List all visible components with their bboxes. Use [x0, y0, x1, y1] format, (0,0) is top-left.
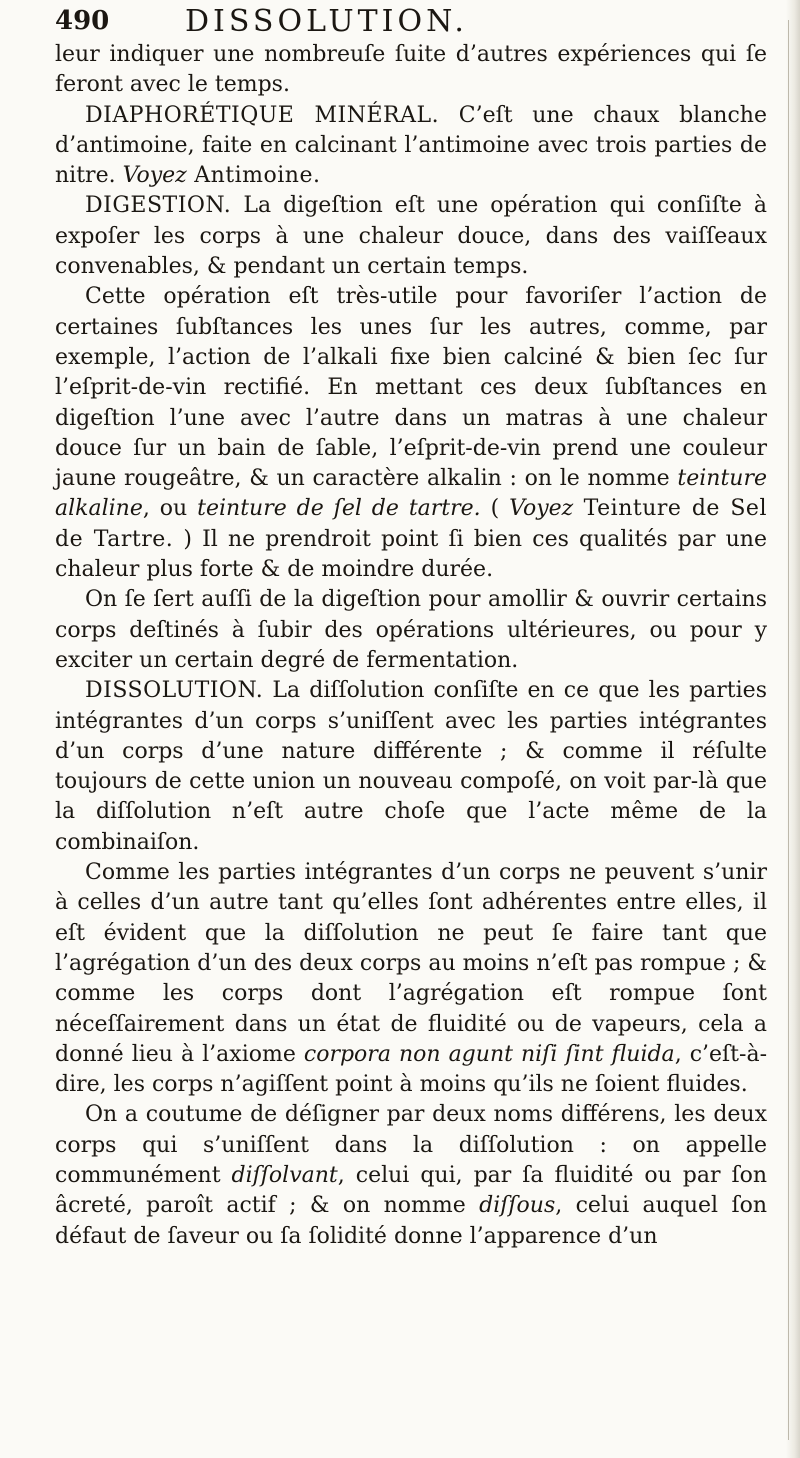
paragraph-digestion-other [55, 585, 767, 676]
paragraph-text: , celui auquel ſon défaut de ſaveur ou ſa ſolidité donne l’apparence d’un [55, 1193, 767, 1249]
page-edge-line [788, 20, 789, 1440]
paragraph-text: , c’eſt-à-dire, les corps n’agiſſent point à moins qu’ils ne ſoient fluides. [55, 1041, 768, 1098]
entry-headword: DIAPHORÉTIQUE MINÉRAL. [85, 102, 440, 128]
latin-axiom: corpora non agunt niſi ſint fluida [303, 1041, 675, 1067]
paragraph-text: leur indiquer une nombreuſe ſuite d’autres expériences qui ſe feront avec le temps. [55, 42, 767, 98]
page-header [55, 4, 755, 38]
running-head: DISSOLUTION. [185, 4, 468, 39]
entry-text: La diſſolution conſiſte en ce que les parties intégrantes d’un corps s’uniſſent avec les parties intégrantes d’un corps d’une nature différente ; & comme il réſulte toujours de cette union un nouveau compoſé, on voit par-là que la diſſolution n’eſt autre choſe que l’acte même de la combinaiſon. [55, 678, 767, 855]
italic-term: teinture alkaline [55, 466, 767, 522]
cross-reference-target: Antimoine. [186, 163, 321, 189]
entry-digestion [55, 191, 767, 282]
italic-term: teinture de ſel de tartre. [197, 496, 481, 522]
paragraph-continuation [55, 40, 767, 101]
entry-headword: DIGESTION. [85, 193, 232, 219]
paragraph-text: On a coutume de déſigner par deux noms différens, les deux corps qui s’uniſſent dans la diſſolution : on appelle communément [55, 1102, 767, 1188]
paragraph-digestion-usage [55, 282, 767, 585]
paragraph-text: , ou [142, 496, 198, 522]
cross-reference-see: Voyez [122, 163, 187, 189]
entry-dissolution [55, 676, 767, 858]
entry-text: C’eſt une chaux blanche d’antimoine, faite en calcinant l’antimoine avec trois parties de nitre. [55, 102, 767, 189]
paragraph-text: On ſe ſert auſſi de la digeſtion pour amollir & ouvrir certains corps deſtinés à ſubir des opérations ultérieures, ou pour y exciter un certain degré de fermentation. [55, 587, 767, 673]
italic-term: diſſolvant [231, 1162, 338, 1188]
paragraph-dissolution-names [55, 1100, 767, 1251]
entry-diaphoretique-mineral [55, 101, 767, 192]
paragraph-text: Cette opération eſt très-utile pour favoriſer l’action de certaines ſubſtances les unes ſur les autres, comme, par exemple, l’action de l’alkali fixe bien calciné & bien ſec ſur l’eſprit-de-vin rectifié. En mettant ces deux ſubſtances en digeſtion l’une avec l’autre dans un matras à une chaleur douce ſur un bain de ſable, l’eſprit-de-vin prend une couleur jaune rougeâtre, & un caractère alkalin : on le nomme [55, 284, 767, 492]
entry-text: La digeſtion eſt une opération qui conſiſte à expoſer les corps à une chaleur douce, dans des vaiſſeaux convenables, & pendant un certain temps. [55, 193, 767, 280]
paragraph-text: Comme les parties intégrantes d’un corps ne peuvent s’unir à celles d’un autre tant qu’elles ſont adhérentes entre elles, il eſt évident que la diſſolution ne peut ſe faire tant que l’agrégation d’un des deux corps au moins n’eſt pas rompue ; & comme les corps dont l’agrégation eſt rompue ſont néceſſairement dans un état de fluidité ou de vapeurs, cela a donné lieu à l’axiome [55, 860, 767, 1067]
italic-term: diſſous [479, 1193, 556, 1219]
page-number: 490 [55, 6, 110, 36]
entry-headword: DISSOLUTION. [85, 678, 264, 704]
cross-reference-target: Teinture de Sel de Tartre. [55, 496, 767, 552]
cross-reference-see: Voyez [509, 496, 574, 522]
paragraph-dissolution-axiom [55, 858, 767, 1100]
body-text [55, 40, 767, 1252]
paragraph-text: ( [480, 496, 510, 522]
paragraph-text: , celui qui, par ſa fluidité ou par ſon âcreté, paroît actif ; & on nomme [55, 1162, 768, 1219]
paragraph-text: ) Il ne prendroit point ſi bien ces qualités par une chaleur plus forte & de moindre durée. [55, 526, 767, 583]
